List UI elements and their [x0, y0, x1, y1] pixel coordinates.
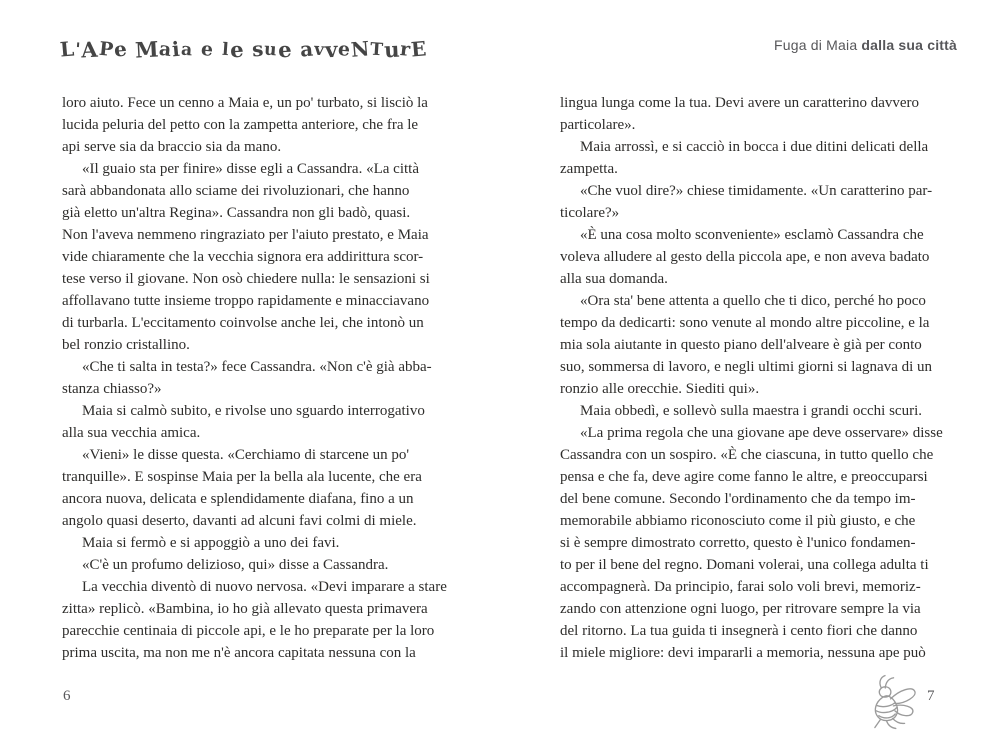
text-line: già eletto un'altra Regina». Cassandra non gli badò, quasi.: [62, 205, 411, 221]
text-line: sarà abbandonata allo sciame dei rivoluzionari, che hanno: [62, 183, 410, 199]
text-line: zampetta.: [560, 161, 618, 177]
text-line: Cassandra con un sospiro. «È che ciascuna, in tutto quello che: [560, 447, 934, 463]
text-line: del bene comune. Secondo l'ordinamento che da tempo im-: [560, 491, 916, 507]
text-line: ronzio alle orecchie. Siediti qui».: [560, 381, 760, 397]
text-line: zando con attenzione ogni luogo, per ritrovare sempre la via: [560, 601, 921, 617]
running-title-emphasis: dalla sua città: [861, 37, 957, 53]
text-line: ticolare?»: [560, 205, 620, 221]
text-line: «È una cosa molto sconveniente» esclamò Cassandra che: [580, 227, 924, 243]
text-line: di turbarla. L'eccitamento coinvolse anche lei, che intonò un: [62, 315, 424, 331]
text-line: suo, sommersa di lavoro, e negli ultimi giorni si lagnava di un: [560, 359, 933, 375]
running-title: [774, 37, 957, 53]
text-line: particolare».: [560, 117, 636, 133]
bee-sketch-illustration: [857, 669, 925, 737]
text-line: «Ora sta' bene attenta a quello che ti dico, perché ho poco: [580, 293, 926, 309]
text-line: si è sempre dimostrato corretto, questo è l'unico fondamen-: [560, 535, 916, 551]
text-line: «Che vuol dire?» chiese timidamente. «Un caratterino par-: [580, 183, 933, 199]
running-title-chapter: Fuga di Maia: [773, 37, 862, 53]
text-line: alla sua domanda.: [560, 271, 668, 287]
text-line: La vecchia diventò di nuovo nervosa. «Devi imparare a stare: [82, 579, 447, 595]
text-line: «Vieni» le disse questa. «Cerchiamo di starcene un po': [82, 447, 410, 463]
text-line: Maia obbedì, e sollevò sulla maestra i grandi occhi scuri.: [580, 403, 922, 419]
text-line: Maia si calmò subito, e rivolse uno sguardo interrogativo: [82, 403, 425, 419]
text-line: tempo da dedicarti: sono venute al mondo altre piccoline, e la: [560, 315, 930, 331]
page-number-right: 7: [927, 688, 935, 704]
text-line: il miele migliore: devi impararli a memoria, nessuna ape può: [560, 645, 926, 661]
text-line: pensa e che fa, deve agire come fanno le altre, e preoccuparsi: [560, 469, 928, 485]
text-line: zitta» replicò. «Bambina, io ho già allevato questa primavera: [62, 601, 428, 617]
text-line: to per il bene del regno. Domani volerai, una collega adulta ti: [560, 557, 929, 573]
text-line: tese verso il giovane. Non osò chiedere nulla: le sensazioni si: [62, 271, 430, 287]
text-line: angolo quasi deserto, davanti ad alcuni favi colmi di miele.: [62, 513, 417, 529]
text-line: affollavano tutte insieme troppo rapidamente e minacciavano: [62, 293, 430, 309]
text-line: «Che ti salta in testa?» fece Cassandra. «Non c'è già abba-: [82, 359, 432, 375]
text-line: mia sola aiutante in questo piano dell'alveare è già per conto: [560, 337, 922, 353]
text-line: loro aiuto. Fece un cenno a Maia e, un po' turbato, si lisciò la: [62, 95, 428, 111]
text-line: vide chiaramente che la vecchia signora era addirittura scor-: [62, 249, 424, 265]
page-number-left: 6: [63, 688, 71, 704]
text-line: Maia arrossì, e si cacciò in bocca i due ditini delicati della: [580, 139, 929, 155]
bee-icon: [857, 669, 925, 737]
text-line: prima uscita, ma non me n'è ancora capitata nessuna con la: [62, 645, 416, 661]
right-page-text: [560, 92, 948, 664]
text-line: stanza chiasso?»: [62, 381, 162, 397]
text-line: parecchie centinaia di piccole api, e le ho preparate per la loro: [62, 623, 435, 639]
text-line: ancora nuova, delicata e splendidamente diafana, fino a un: [62, 491, 414, 507]
text-line: lingua lunga come la tua. Devi avere un caratterino davvero: [560, 95, 920, 111]
left-page-text: [62, 92, 452, 664]
text-line: voleva alludere al gesto della piccola ape, e non aveva badato: [560, 249, 930, 265]
text-line: «La prima regola che una giovane ape deve osservare» disse: [580, 425, 943, 441]
text-line: tranquille». E sospinse Maia per la bella ala lucente, che era: [62, 469, 422, 485]
text-line: alla sua vecchia amica.: [62, 425, 201, 441]
text-line: del ritorno. La tua guida ti insegnerà i cento fiori che danno: [560, 623, 918, 639]
text-line: accompagnerà. Da principio, farai solo voli brevi, memoriz-: [560, 579, 921, 595]
text-line: «Il guaio sta per finire» disse egli a Cassandra. «La città: [82, 161, 419, 177]
book-logo: L'APe Maia e le sue avveNTurE: [58, 36, 429, 63]
text-line: Maia si fermò e si appoggiò a uno dei favi.: [82, 535, 340, 551]
text-line: bel ronzio cristallino.: [62, 337, 190, 353]
text-line: memorabile abbiamo riconosciuto come il più giusto, e che: [560, 513, 916, 529]
text-line: «C'è un profumo delizioso, qui» disse a Cassandra.: [82, 557, 389, 573]
text-line: Non l'aveva nemmeno ringraziato per l'aiuto prestato, e Maia: [62, 227, 429, 243]
text-line: api serve sia da braccio sia da mano.: [62, 139, 282, 155]
text-line: lucida peluria del petto con la zampetta anteriore, che fra le: [62, 117, 419, 133]
